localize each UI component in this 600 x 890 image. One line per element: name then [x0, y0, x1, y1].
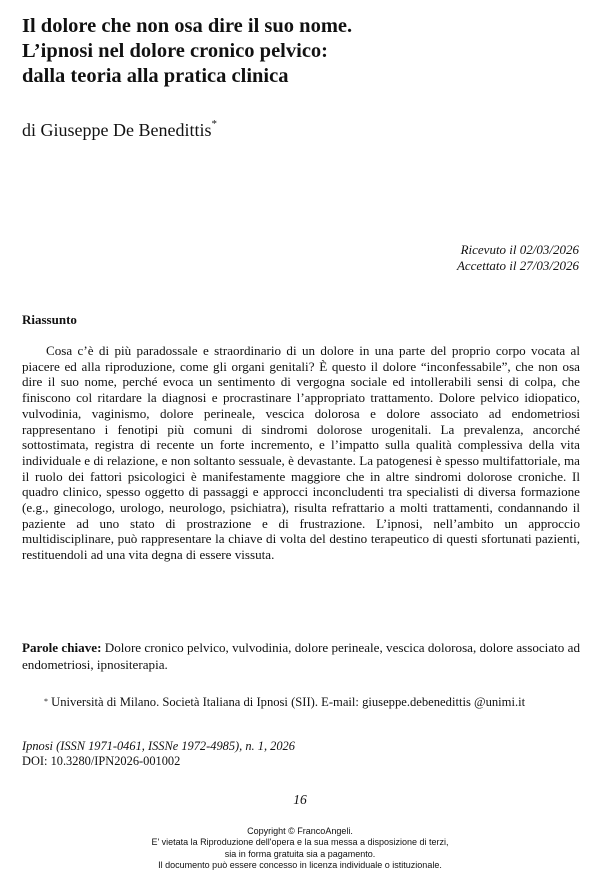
keywords-label: Parole chiave: — [22, 640, 102, 655]
title-line-3: dalla teoria alla pratica clinica — [22, 65, 289, 87]
author-line — [22, 120, 217, 141]
affiliation-text: Università di Milano. Società Italiana di Ipnosi (SII). E-mail: giuseppe.debenedittis @unimi.it — [51, 695, 526, 709]
submission-dates — [457, 242, 579, 274]
abstract-body: Cosa c’è di più paradossale e straordinario di un dolore in una parte del proprio corpo vocata al piacere ed alla riproduzione, come gli organi genitali? È questo il dolore “inconfessabile”, che non osa dire il suo nome, perché evoca un sentimento di vergogna sociale ed intollerabili sensi di colpa, che finiscono col ritardare la diagnosi e procrastinare l’appropriato trattamento. Dolore pelvico idiopatico, vulvodinia, vaginismo, dolore perineale, vescica dolorosa e dolore associato ad endometriosi rappresentano i fenotipi più comuni di sindromi dolorose urogenitali. La prevalenza, ancorché sottostimata, registra di recente un forte incremento, e l’impatto sulla qualità complessiva della vita individuale e di relazione, e non soltanto sessuale, è devastante. La patogenesi è spesso multifattoriale, ma il ruolo dei fattori psicologici è manifestamente maggiore che in altre sindromi dolorose croniche. Il quadro clinico, spesso oggetto di passaggi e approcci inconcludenti tra specialisti di diversa formazione (e.g., ginecologo, urologo, neurologo, psichiatra), risulta refrattario a molti trattamenti, condannando il paziente ad uno stato di prostrazione e di frustrazione. L’ipnosi, nell’ambito un approccio multidisciplinare, può rappresentare la chiave di volta del destino terapeutico di questi sfortunati pazienti, restituendoli ad una vita degna di essere vissuta. — [22, 343, 580, 563]
journal-info — [22, 739, 295, 769]
keywords — [22, 640, 580, 673]
affiliation-footnote — [22, 694, 580, 710]
journal-citation: Ipnosi (ISSN 1971-0461, ISSNe 1972-4985), n. 1, 2026 — [22, 739, 295, 753]
title-line-2: L’ipnosi nel dolore cronico pelvico: — [22, 40, 328, 62]
author-name: di Giuseppe De Benedittis — [22, 120, 212, 140]
copyright-line-4: Il documento può essere concesso in licenza individuale o istituzionale. — [158, 859, 442, 870]
accepted-date: Accettato il 27/03/2026 — [456, 258, 579, 273]
title-line-1: Il dolore che non osa dire il suo nome. — [22, 15, 353, 37]
doi: DOI: 10.3280/IPN2026-001002 — [22, 754, 181, 768]
keywords-text: Dolore cronico pelvico, vulvodinia, dolore perineale, vescica dolorosa, dolore associato ad endometriosi, ipnositerapia. — [22, 640, 580, 672]
copyright-line-2: E' vietata la Riproduzione dell'opera e la sua messa a disposizione di terzi, — [151, 837, 449, 848]
author-footnote-marker: * — [211, 118, 217, 130]
page-number: 16 — [293, 792, 307, 807]
article-title — [22, 14, 582, 89]
affiliation-marker: * — [44, 697, 48, 706]
copyright-line-3: sia in forma gratuita sia a pagamento. — [224, 848, 376, 859]
received-date: Ricevuto il 02/03/2026 — [460, 242, 579, 257]
abstract-heading: Riassunto — [22, 312, 77, 327]
copyright-notice — [0, 826, 600, 871]
copyright-line-1: Copyright © FrancoAngeli. — [247, 826, 353, 836]
